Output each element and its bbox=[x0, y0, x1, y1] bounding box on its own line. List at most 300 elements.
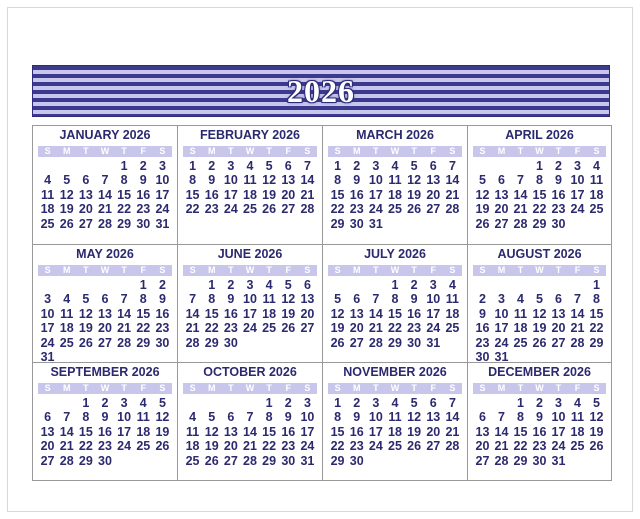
weekday-label: S bbox=[189, 383, 196, 393]
weekday-header bbox=[183, 383, 317, 394]
day-cell bbox=[492, 396, 511, 410]
weekday-label: T bbox=[373, 265, 379, 275]
day-cell bbox=[95, 278, 114, 292]
day-grid bbox=[328, 396, 462, 468]
day-cell: 7 bbox=[101, 173, 109, 188]
weekday-label: M bbox=[62, 383, 71, 393]
day-cell: 22 bbox=[78, 439, 93, 454]
day-cell: 28 bbox=[445, 439, 460, 454]
month-panel bbox=[33, 363, 178, 480]
day-cell: 19 bbox=[407, 187, 422, 202]
weekday-header bbox=[38, 265, 172, 276]
weekday-label: M bbox=[62, 146, 71, 156]
weekday-label: T bbox=[121, 146, 127, 156]
day-cell: 20 bbox=[426, 424, 441, 439]
day-cell: 18 bbox=[388, 187, 402, 202]
day-cell: 23 bbox=[532, 439, 547, 454]
day-cell: 13 bbox=[300, 292, 315, 307]
year-banner bbox=[32, 65, 610, 117]
day-cell: 25 bbox=[388, 439, 402, 454]
day-cell: 20 bbox=[551, 321, 566, 336]
day-cell: 19 bbox=[78, 321, 93, 336]
day-cell: 30 bbox=[155, 335, 170, 350]
day-cell: 13 bbox=[78, 187, 93, 202]
weekday-label: T bbox=[555, 146, 562, 156]
day-cell: 29 bbox=[388, 335, 402, 350]
day-cell: 4 bbox=[63, 292, 71, 307]
weekday-label: M bbox=[497, 265, 506, 275]
day-cell: 24 bbox=[223, 202, 238, 217]
weekday-label: W bbox=[535, 383, 544, 393]
day-cell: 14 bbox=[445, 173, 460, 188]
day-cell: 15 bbox=[513, 424, 528, 439]
day-cell: 31 bbox=[368, 216, 383, 231]
day-cell: 20 bbox=[223, 439, 238, 454]
day-cell: 20 bbox=[281, 187, 296, 202]
day-cell: 23 bbox=[281, 439, 296, 454]
day-cell bbox=[76, 278, 95, 292]
weekday-label: M bbox=[207, 265, 216, 275]
day-cell: 29 bbox=[513, 453, 528, 468]
day-cell: 14 bbox=[570, 306, 585, 321]
day-cell: 8 bbox=[391, 292, 399, 307]
month-panel bbox=[33, 126, 178, 245]
day-cell: 22 bbox=[388, 321, 402, 336]
month-panel bbox=[33, 245, 178, 363]
day-cell: 3 bbox=[429, 278, 437, 292]
day-cell: 7 bbox=[498, 410, 505, 425]
weekday-label: S bbox=[44, 265, 51, 275]
day-cell: 3 bbox=[158, 159, 166, 173]
day-cell: 3 bbox=[246, 278, 254, 292]
weekday-label: M bbox=[352, 383, 361, 393]
day-cell: 19 bbox=[475, 202, 490, 217]
weekday-label: W bbox=[390, 383, 400, 393]
day-cell: 17 bbox=[368, 424, 383, 439]
day-cell: 28 bbox=[117, 335, 132, 350]
day-cell: 16 bbox=[551, 187, 566, 202]
day-cell: 14 bbox=[445, 410, 460, 425]
day-cell: 12 bbox=[407, 410, 422, 425]
day-cell: 26 bbox=[407, 202, 422, 217]
day-cell: 6 bbox=[498, 173, 505, 188]
day-cell: 17 bbox=[223, 187, 238, 202]
day-cell: 25 bbox=[513, 335, 528, 350]
weekday-label: S bbox=[334, 265, 341, 275]
day-cell: 6 bbox=[353, 292, 361, 307]
weekday-label: S bbox=[449, 383, 456, 393]
day-cell: 3 bbox=[574, 159, 581, 173]
day-grid bbox=[38, 159, 172, 231]
day-cell: 21 bbox=[59, 439, 74, 454]
day-cell: 8 bbox=[593, 292, 600, 307]
day-cell: 1 bbox=[208, 278, 216, 292]
weekday-label: S bbox=[479, 146, 486, 156]
weekday-label: T bbox=[517, 265, 524, 275]
day-cell: 6 bbox=[284, 159, 292, 173]
day-cell: 6 bbox=[82, 173, 90, 188]
day-cell: 12 bbox=[262, 173, 277, 188]
day-cell: 6 bbox=[101, 292, 109, 307]
day-cell: 14 bbox=[117, 306, 132, 321]
day-cell: 15 bbox=[262, 424, 277, 439]
weekday-label: T bbox=[411, 265, 417, 275]
day-cell: 8 bbox=[120, 173, 128, 188]
day-cell: 24 bbox=[426, 321, 441, 336]
day-cell bbox=[183, 278, 202, 292]
day-cell: 20 bbox=[349, 321, 364, 336]
day-cell: 18 bbox=[513, 321, 528, 336]
day-cell: 5 bbox=[63, 173, 71, 188]
day-cell: 2 bbox=[353, 396, 361, 410]
day-cell: 30 bbox=[281, 453, 296, 468]
day-cell: 21 bbox=[98, 202, 112, 217]
day-cell bbox=[221, 396, 240, 410]
day-cell bbox=[328, 278, 347, 292]
day-cell: 15 bbox=[330, 187, 345, 202]
day-cell: 4 bbox=[44, 173, 52, 188]
day-cell: 12 bbox=[532, 306, 547, 321]
day-grid bbox=[183, 278, 317, 350]
day-cell: 24 bbox=[40, 335, 55, 350]
day-cell: 9 bbox=[208, 173, 216, 188]
day-cell: 23 bbox=[349, 439, 364, 454]
day-cell: 16 bbox=[532, 424, 547, 439]
day-cell: 17 bbox=[155, 187, 170, 202]
day-cell: 23 bbox=[475, 335, 490, 350]
day-cell: 27 bbox=[551, 335, 566, 350]
day-cell: 23 bbox=[407, 321, 422, 336]
day-cell: 7 bbox=[448, 159, 456, 173]
day-cell: 8 bbox=[82, 410, 90, 425]
day-cell: 17 bbox=[570, 187, 585, 202]
weekday-label: F bbox=[140, 146, 147, 156]
day-cell: 24 bbox=[570, 202, 585, 217]
day-cell: 9 bbox=[555, 173, 562, 188]
day-cell: 30 bbox=[532, 453, 547, 468]
day-cell: 11 bbox=[40, 187, 55, 202]
day-cell: 11 bbox=[513, 306, 528, 321]
day-cell: 25 bbox=[243, 202, 257, 217]
day-cell: 25 bbox=[445, 321, 460, 336]
day-cell: 15 bbox=[185, 187, 200, 202]
day-cell: 2 bbox=[284, 396, 292, 410]
day-cell: 14 bbox=[59, 424, 74, 439]
day-cell: 3 bbox=[303, 396, 311, 410]
day-cell: 29 bbox=[204, 335, 219, 350]
day-cell: 9 bbox=[536, 410, 543, 425]
day-cell bbox=[530, 278, 549, 292]
month-panel bbox=[468, 245, 611, 363]
day-cell bbox=[511, 278, 530, 292]
day-cell: 29 bbox=[78, 453, 93, 468]
day-cell: 18 bbox=[59, 321, 74, 336]
weekday-label: T bbox=[228, 383, 234, 393]
day-cell: 13 bbox=[349, 306, 364, 321]
day-cell: 28 bbox=[494, 453, 509, 468]
day-cell: 2 bbox=[158, 278, 166, 292]
day-cell: 14 bbox=[185, 306, 200, 321]
weekday-label: T bbox=[555, 265, 562, 275]
day-cell: 30 bbox=[349, 453, 364, 468]
day-cell: 2 bbox=[227, 278, 235, 292]
weekday-label: W bbox=[390, 146, 400, 156]
weekday-label: F bbox=[140, 265, 147, 275]
day-cell: 8 bbox=[208, 292, 216, 307]
day-cell: 23 bbox=[349, 202, 364, 217]
day-cell: 10 bbox=[243, 292, 257, 307]
day-cell: 10 bbox=[117, 410, 132, 425]
day-cell: 15 bbox=[388, 306, 402, 321]
day-cell: 28 bbox=[570, 335, 585, 350]
day-cell bbox=[492, 278, 511, 292]
day-cell: 5 bbox=[410, 396, 418, 410]
day-cell: 31 bbox=[300, 453, 315, 468]
day-cell: 21 bbox=[445, 187, 460, 202]
weekday-label: T bbox=[555, 383, 562, 393]
day-cell: 7 bbox=[246, 410, 254, 425]
day-cell: 28 bbox=[185, 335, 200, 350]
day-cell: 5 bbox=[536, 292, 543, 307]
day-cell: 13 bbox=[551, 306, 566, 321]
day-cell: 16 bbox=[204, 187, 219, 202]
day-cell: 16 bbox=[98, 424, 112, 439]
day-cell: 10 bbox=[155, 173, 170, 188]
day-cell: 20 bbox=[475, 439, 490, 454]
day-cell: 7 bbox=[303, 159, 311, 173]
day-cell: 8 bbox=[334, 173, 342, 188]
day-cell bbox=[240, 396, 259, 410]
day-cell: 19 bbox=[532, 321, 547, 336]
day-cell: 13 bbox=[494, 187, 509, 202]
day-cell: 18 bbox=[445, 306, 460, 321]
day-cell: 24 bbox=[117, 439, 132, 454]
weekday-label: T bbox=[83, 265, 89, 275]
day-grid bbox=[183, 159, 317, 217]
day-cell: 14 bbox=[513, 187, 528, 202]
weekday-label: W bbox=[100, 265, 110, 275]
weekday-label: T bbox=[373, 146, 379, 156]
weekday-label: F bbox=[574, 383, 581, 393]
day-cell: 21 bbox=[300, 187, 315, 202]
day-cell: 12 bbox=[78, 306, 93, 321]
day-cell: 12 bbox=[330, 306, 345, 321]
day-cell: 5 bbox=[593, 396, 600, 410]
month-name: MAY 2026 bbox=[76, 247, 134, 261]
day-cell: 28 bbox=[98, 216, 112, 231]
day-cell: 4 bbox=[574, 396, 581, 410]
weekday-label: T bbox=[517, 146, 524, 156]
day-cell: 3 bbox=[372, 159, 380, 173]
day-cell: 3 bbox=[372, 396, 380, 410]
day-cell: 1 bbox=[139, 278, 147, 292]
day-cell: 26 bbox=[281, 321, 296, 336]
weekday-label: S bbox=[449, 265, 456, 275]
day-cell: 8 bbox=[265, 410, 273, 425]
day-cell: 9 bbox=[158, 292, 166, 307]
day-cell: 1 bbox=[517, 396, 524, 410]
weekday-label: F bbox=[430, 383, 437, 393]
day-cell: 1 bbox=[334, 396, 342, 410]
day-cell: 6 bbox=[555, 292, 562, 307]
day-cell: 4 bbox=[391, 396, 399, 410]
weekday-header bbox=[473, 265, 606, 276]
day-cell: 10 bbox=[494, 306, 509, 321]
weekday-label: F bbox=[140, 383, 147, 393]
day-grid bbox=[473, 396, 606, 468]
day-cell: 22 bbox=[204, 321, 219, 336]
day-cell: 20 bbox=[40, 439, 55, 454]
day-cell: 25 bbox=[262, 321, 277, 336]
day-cell: 16 bbox=[223, 306, 238, 321]
day-cell: 25 bbox=[185, 453, 200, 468]
day-cell: 13 bbox=[281, 173, 296, 188]
day-cell: 8 bbox=[189, 173, 197, 188]
weekday-label: S bbox=[479, 265, 486, 275]
day-cell: 13 bbox=[426, 173, 441, 188]
day-cell: 6 bbox=[303, 278, 311, 292]
weekday-label: T bbox=[228, 265, 234, 275]
day-cell: 24 bbox=[551, 439, 566, 454]
day-cell: 11 bbox=[445, 292, 460, 307]
month-panel bbox=[178, 363, 323, 480]
day-cell: 27 bbox=[78, 216, 93, 231]
day-cell: 31 bbox=[40, 349, 55, 364]
day-cell: 11 bbox=[262, 292, 276, 307]
day-cell: 14 bbox=[494, 424, 509, 439]
day-cell: 29 bbox=[589, 335, 604, 350]
day-cell: 29 bbox=[262, 453, 277, 468]
weekday-label: T bbox=[121, 383, 127, 393]
day-cell: 27 bbox=[300, 321, 315, 336]
weekday-label: F bbox=[285, 146, 292, 156]
weekday-label: M bbox=[352, 265, 361, 275]
day-cell bbox=[347, 278, 366, 292]
day-cell: 3 bbox=[44, 292, 52, 307]
weekday-label: M bbox=[497, 383, 506, 393]
day-cell: 11 bbox=[388, 173, 402, 188]
day-cell: 10 bbox=[223, 173, 238, 188]
day-cell: 9 bbox=[101, 410, 109, 425]
weekday-header bbox=[38, 383, 172, 394]
day-cell: 24 bbox=[368, 202, 383, 217]
day-grid bbox=[183, 396, 317, 468]
weekday-label: W bbox=[245, 265, 255, 275]
day-cell: 14 bbox=[243, 424, 257, 439]
day-cell: 11 bbox=[589, 173, 604, 188]
day-cell: 5 bbox=[158, 396, 166, 410]
day-cell: 15 bbox=[589, 306, 604, 321]
day-cell: 16 bbox=[136, 187, 151, 202]
day-cell: 15 bbox=[330, 424, 345, 439]
month-name: FEBRUARY 2026 bbox=[199, 128, 301, 142]
day-cell: 6 bbox=[227, 410, 235, 425]
weekday-label: F bbox=[430, 146, 437, 156]
day-cell: 25 bbox=[570, 439, 585, 454]
day-cell: 4 bbox=[593, 159, 600, 173]
day-cell: 12 bbox=[59, 187, 74, 202]
day-cell: 1 bbox=[265, 396, 273, 410]
weekday-label: F bbox=[574, 265, 581, 275]
weekday-header bbox=[328, 383, 462, 394]
month-name: MARCH 2026 bbox=[356, 128, 434, 142]
weekday-header bbox=[183, 146, 317, 157]
weekday-label: S bbox=[334, 146, 341, 156]
weekday-header bbox=[38, 146, 172, 157]
day-cell: 11 bbox=[136, 410, 150, 425]
weekday-header bbox=[328, 146, 462, 157]
day-cell: 7 bbox=[120, 292, 128, 307]
day-cell: 1 bbox=[593, 278, 600, 292]
day-cell: 30 bbox=[98, 453, 112, 468]
day-cell: 29 bbox=[117, 216, 132, 231]
weekday-label: M bbox=[62, 265, 71, 275]
day-cell: 26 bbox=[155, 439, 170, 454]
day-cell: 14 bbox=[98, 187, 112, 202]
day-cell: 25 bbox=[589, 202, 604, 217]
weekday-label: S bbox=[44, 146, 51, 156]
day-cell: 19 bbox=[155, 424, 170, 439]
day-cell: 1 bbox=[120, 159, 128, 173]
day-cell: 19 bbox=[281, 306, 296, 321]
day-cell: 1 bbox=[82, 396, 90, 410]
day-cell: 4 bbox=[246, 159, 254, 173]
day-cell: 21 bbox=[368, 321, 383, 336]
months-grid bbox=[32, 125, 612, 481]
day-cell: 29 bbox=[330, 216, 345, 231]
day-cell: 13 bbox=[40, 424, 55, 439]
day-cell: 7 bbox=[63, 410, 71, 425]
day-cell: 5 bbox=[208, 410, 216, 425]
weekday-label: W bbox=[100, 146, 110, 156]
day-cell: 11 bbox=[570, 410, 585, 425]
day-cell: 22 bbox=[513, 439, 528, 454]
weekday-label: T bbox=[373, 383, 379, 393]
day-cell: 23 bbox=[98, 439, 112, 454]
weekday-label: S bbox=[304, 383, 311, 393]
day-cell: 1 bbox=[391, 278, 399, 292]
day-cell: 27 bbox=[426, 202, 441, 217]
day-cell: 23 bbox=[136, 202, 151, 217]
year-title: 2026 bbox=[287, 73, 355, 109]
day-cell: 26 bbox=[78, 335, 93, 350]
day-cell: 24 bbox=[368, 439, 383, 454]
month-panel bbox=[178, 126, 323, 245]
day-cell: 12 bbox=[407, 173, 422, 188]
month-name: JULY 2026 bbox=[364, 247, 426, 261]
day-cell: 5 bbox=[82, 292, 90, 307]
weekday-label: S bbox=[593, 383, 600, 393]
day-cell: 29 bbox=[330, 453, 345, 468]
day-cell bbox=[57, 278, 76, 292]
day-cell: 4 bbox=[391, 159, 399, 173]
day-cell: 31 bbox=[155, 216, 170, 231]
weekday-label: S bbox=[449, 146, 456, 156]
day-cell: 27 bbox=[475, 453, 490, 468]
day-cell: 22 bbox=[532, 202, 547, 217]
day-cell: 19 bbox=[262, 187, 277, 202]
day-cell: 18 bbox=[570, 424, 585, 439]
day-cell: 12 bbox=[589, 410, 604, 425]
day-cell: 16 bbox=[155, 306, 170, 321]
day-cell: 16 bbox=[475, 321, 490, 336]
day-cell: 3 bbox=[120, 396, 128, 410]
day-cell: 15 bbox=[204, 306, 219, 321]
weekday-label: S bbox=[189, 265, 196, 275]
day-grid bbox=[328, 278, 462, 350]
day-grid bbox=[473, 278, 606, 364]
day-cell: 30 bbox=[551, 216, 566, 231]
